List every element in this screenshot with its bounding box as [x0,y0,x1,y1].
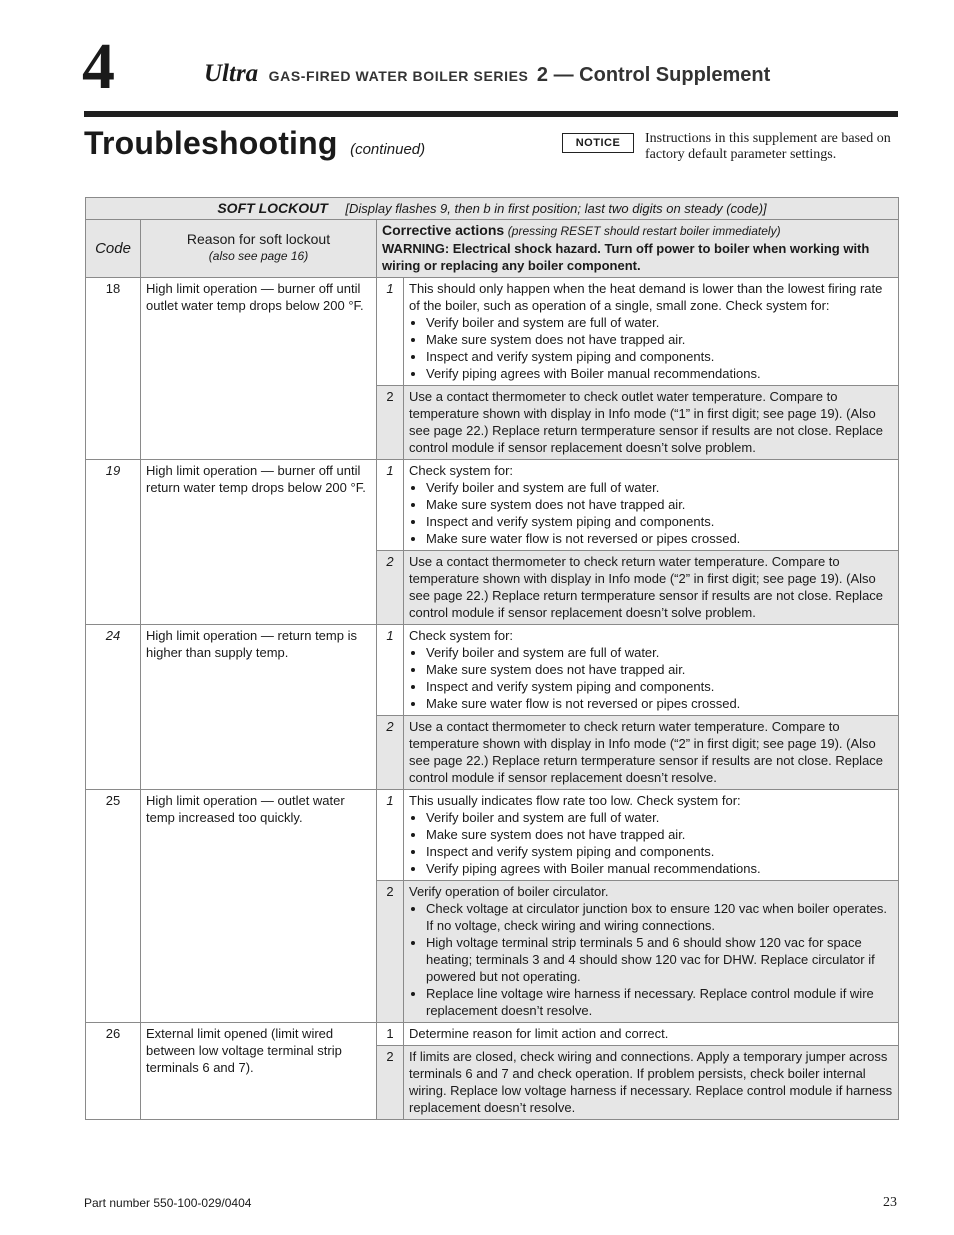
notice-badge: NOTICE [562,133,634,153]
header-corrective-note: (pressing RESET should restart boiler immediately) [507,224,781,238]
action-bullet: • Verify boiler and system are full of water. [426,809,893,826]
action-bullet: • Make sure system does not have trapped air. [426,496,893,513]
action-bullet: • Make sure water flow is not reversed or pipes crossed. [426,695,893,712]
action-bullet: • Inspect and verify system piping and components. [426,843,893,860]
action-number: 2 [377,386,404,460]
action-bullet: • Inspect and verify system piping and components. [426,348,893,365]
action-bullets [409,809,893,877]
header-corrective [377,220,899,278]
action-cell [404,386,899,460]
warning-text: Electrical shock hazard. Turn off power to boiler when working with wiring or replacing any boiler component. [382,241,870,273]
action-bullet: • High voltage terminal strip terminals 5 and 6 should show 120 vac for space heating; terminals 3 and 4 should show 120 vac for DHW. Replace circulator if powered but not operating. [426,934,893,985]
action-text: This should only happen when the heat demand is lower than the lowest firing rate of the boiler, such as operation of a single, small zone. Check system for: [409,281,883,313]
action-cell [404,551,899,625]
brand-logo: Ultra [204,60,259,87]
page-title-main: Troubleshooting [84,125,338,161]
header-rule [84,111,898,117]
action-number: 1 [377,625,404,716]
series-label: GAS-FIRED WATER BOILER SERIES [268,68,529,84]
action-cell [404,790,899,881]
action-text: Determine reason for limit action and correct. [409,1026,669,1041]
action-bullet: • Make sure system does not have trapped air. [426,661,893,678]
table-row [86,790,899,881]
table-row [86,1023,899,1046]
action-number: 1 [377,1023,404,1046]
reason-cell: High limit operation — burner off until outlet water temp drops below 200 °F. [141,278,377,460]
action-bullet: • Verify piping agrees with Boiler manual recommendations. [426,860,893,877]
action-number: 2 [377,551,404,625]
action-cell [404,1023,899,1046]
header-reason [141,220,377,278]
action-number: 2 [377,1046,404,1120]
action-text: If limits are closed, check wiring and connections. Apply a temporary jumper across terminals 6 and 7 and check operation. If problem persists, check boiler internal wiring. Replace low voltage harness if necessary. Replace control module if harness replacement doesn’t resolve. [409,1049,893,1115]
action-number: 1 [377,278,404,386]
action-cell [404,460,899,551]
action-text: Use a contact thermometer to check return water temperature. Compare to temperature shown with display in Info mode (“2” in first digit; see page 19). (Also see page 22.) Replace return termperature sensor if results are not close. Replace control module if sensor replacement doesn’t solve problem. [409,554,884,620]
table-row [86,625,899,716]
action-bullet: • Verify boiler and system are full of water. [426,479,893,496]
action-bullet: • Check voltage at circulator junction box to ensure 120 vac when boiler operates. If no voltage, check wiring and wiring connections. [426,900,893,934]
action-cell [404,1046,899,1120]
reason-cell: High limit operation — return temp is higher than supply temp. [141,625,377,790]
code-cell: 18 [86,278,141,460]
action-number: 2 [377,881,404,1023]
action-text: This usually indicates flow rate too low. Check system for: [409,793,741,808]
reason-cell: High limit operation — outlet water temp increased too quickly. [141,790,377,1023]
action-bullet: • Make sure water flow is not reversed or pipes crossed. [426,530,893,547]
banner-subtitle: [Display flashes 9, then b in first position; last two digits on steady (code)] [345,201,767,216]
header-code: Code [86,220,141,278]
action-text: Verify operation of boiler circulator. [409,884,609,899]
banner-title: SOFT LOCKOUT [217,200,328,216]
action-bullet: • Verify boiler and system are full of water. [426,644,893,661]
action-bullet: • Verify boiler and system are full of water. [426,314,893,331]
action-bullet: • Inspect and verify system piping and components. [426,678,893,695]
action-number: 1 [377,460,404,551]
action-bullets [409,644,893,712]
action-cell [404,881,899,1023]
action-bullet: • Make sure system does not have trapped air. [426,826,893,843]
table-row [86,278,899,386]
action-number: 1 [377,790,404,881]
action-bullet: • Make sure system does not have trapped air. [426,331,893,348]
soft-lockout-table [85,197,899,1120]
action-cell [404,278,899,386]
page-title [84,125,425,162]
page-number: 23 [883,1195,897,1210]
code-cell: 25 [86,790,141,1023]
table-body [86,278,899,1120]
running-header [204,60,770,88]
action-bullet: • Verify piping agrees with Boiler manual recommendations. [426,365,893,382]
part-number: Part number 550-100-029/0404 [84,1196,252,1210]
action-text: Check system for: [409,628,514,643]
warning-label: WARNING: [382,241,450,256]
table-banner [86,198,899,220]
header-reason-note: (also see page 16) [208,249,309,263]
action-text: Check system for: [409,463,514,478]
action-bullets [409,314,893,382]
action-bullet: • Inspect and verify system piping and components. [426,513,893,530]
code-cell: 19 [86,460,141,625]
action-bullets [409,900,893,1019]
action-cell [404,716,899,790]
chapter-number: 4 [82,30,115,103]
action-bullets [409,479,893,547]
page-title-continued: (continued) [350,141,426,158]
action-text: Use a contact thermometer to check outlet water temperature. Compare to temperature shown with display in Info mode (“1” in first digit; see page 19). (Also see page 22.) Replace return termperature sensor if results are not close. Replace control module if sensor replacement doesn’t solve problem. [409,389,884,455]
header-reason-label: Reason for soft lockout [186,231,331,247]
action-text: Use a contact thermometer to check return water temperature. Compare to temperature shown with display in Info mode (“2” in first digit; see page 19). (Also see page 22.) Replace return termperature sensor if results are not close. Replace control module if sensor replacement doesn’t resolve. [409,719,884,785]
reason-cell: External limit opened (limit wired between low voltage terminal strip terminals 6 and 7). [141,1023,377,1120]
notice-text: Instructions in this supplement are based on factory default parameter settings. [645,131,891,162]
action-cell [404,625,899,716]
reason-cell: High limit operation — burner off until return water temp drops below 200 °F. [141,460,377,625]
action-number: 2 [377,716,404,790]
code-cell: 26 [86,1023,141,1120]
supplement-label: 2 — Control Supplement [536,64,771,86]
header-corrective-label: Corrective actions [382,222,505,238]
table-row [86,460,899,551]
action-bullet: • Replace line voltage wire harness if necessary. Replace control module if wire replacement doesn’t resolve. [426,985,893,1019]
code-cell: 24 [86,625,141,790]
